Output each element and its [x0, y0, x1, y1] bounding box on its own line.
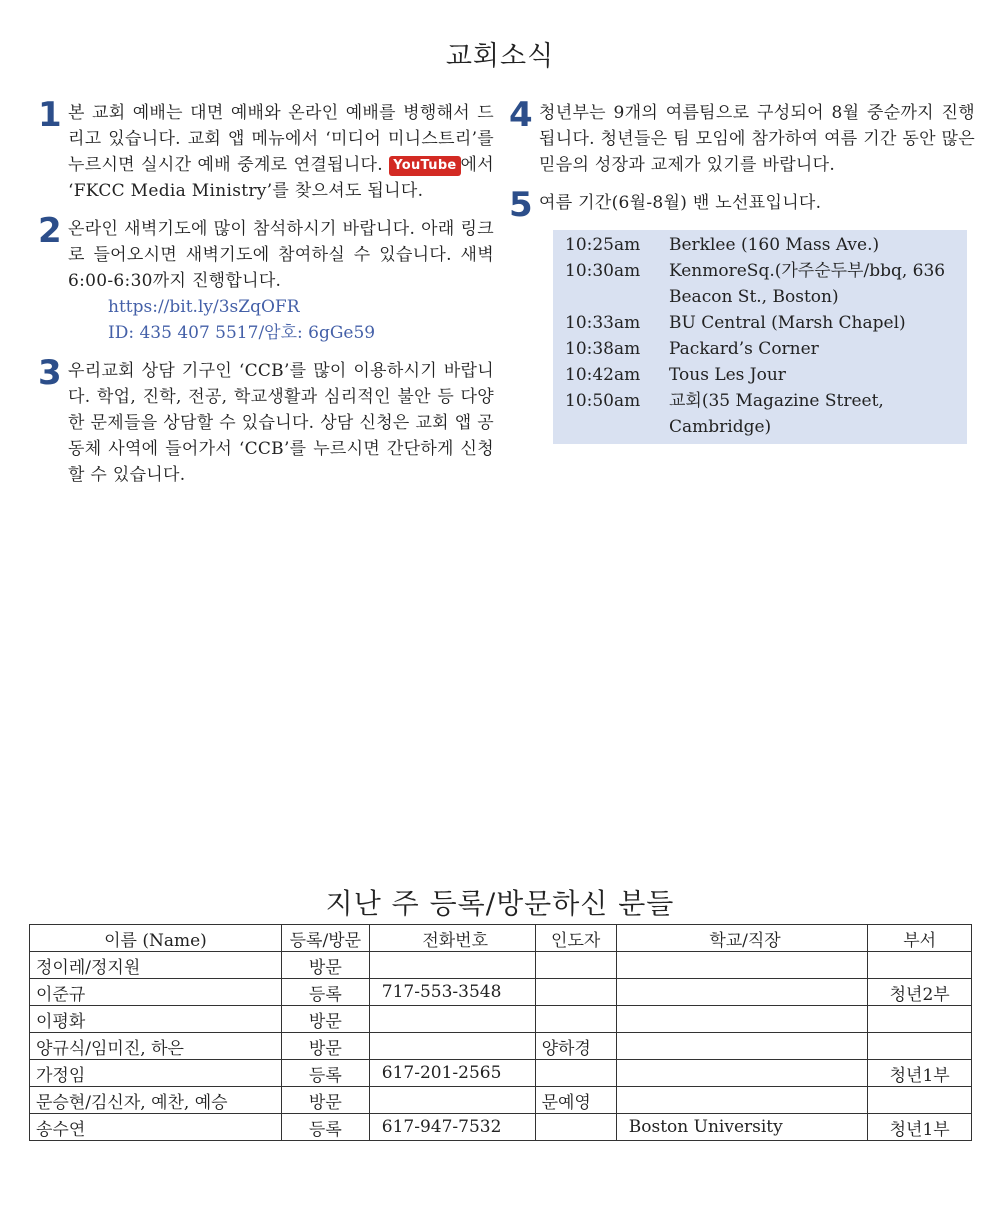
cell-name: 양규식/임미진, 하은 — [30, 1033, 282, 1060]
table-row — [30, 1033, 972, 1060]
visitors-title: 지난 주 등록/방문하신 분들 — [325, 887, 675, 920]
cell-status: 방문 — [281, 1006, 369, 1033]
cell-status: 등록 — [281, 1114, 369, 1141]
cell-department: 청년2부 — [868, 979, 972, 1006]
news-item — [38, 353, 494, 488]
page-title: 교회소식 — [445, 41, 555, 72]
cell-status: 방문 — [281, 952, 369, 979]
item-number: 5 — [509, 185, 533, 225]
cell-phone: 617-201-2565 — [369, 1060, 535, 1087]
cell-guide: 문예영 — [535, 1087, 616, 1114]
cell-department — [868, 1006, 972, 1033]
news-column-right — [509, 95, 975, 444]
item-number: 2 — [38, 211, 62, 251]
prayer-link[interactable]: https://bit.ly/3sZqOFR — [108, 297, 300, 317]
news-item — [38, 211, 494, 346]
route-time: 10:38am — [565, 339, 641, 359]
item-text: 여름 기간(6월-8월) 밴 노선표입니다. — [539, 193, 822, 213]
item-text: 우리교회 상담 기구인 ‘CCB’를 많이 이용하시기 바랍니다. 학업, 진학, 전공, 학교생활과 심리적인 불안 등 다양한 문제들을 상담할 수 있습니다. 상담 신청은 교회 앱 공동체 사역에 들어가서 ‘CCB’를 누르시면 간단하게 신청할 수 있습니다. — [68, 361, 494, 485]
route-place: Tous Les Jour — [669, 365, 786, 385]
cell-school — [616, 1087, 868, 1114]
news-item — [509, 185, 975, 225]
cell-department: 청년1부 — [868, 1114, 972, 1141]
cell-name: 이평화 — [30, 1006, 282, 1033]
cell-department — [868, 952, 972, 979]
news-item — [38, 95, 494, 204]
cell-school — [616, 1060, 868, 1087]
table-row — [30, 1060, 972, 1087]
route-time: 10:25am — [565, 235, 641, 255]
cell-department — [868, 1033, 972, 1060]
cell-department — [868, 1087, 972, 1114]
cell-school — [616, 979, 868, 1006]
route-row — [565, 258, 967, 310]
cell-phone: 717-553-3548 — [369, 979, 535, 1006]
route-time: 10:50am — [565, 391, 641, 411]
cell-school — [616, 1033, 868, 1060]
route-place: Packard’s Corner — [669, 339, 819, 359]
cell-status: 방문 — [281, 1033, 369, 1060]
table-row — [30, 979, 972, 1006]
cell-status: 등록 — [281, 979, 369, 1006]
cell-phone — [369, 1006, 535, 1033]
cell-guide — [535, 979, 616, 1006]
cell-phone — [369, 952, 535, 979]
cell-phone: 617-947-7532 — [369, 1114, 535, 1141]
cell-name: 가정임 — [30, 1060, 282, 1087]
youtube-icon: YouTube — [389, 156, 460, 176]
news-column-left — [38, 95, 494, 500]
route-time: 10:33am — [565, 313, 641, 333]
route-place: BU Central (Marsh Chapel) — [669, 313, 906, 333]
route-row — [565, 336, 967, 362]
table-row — [30, 1114, 972, 1141]
header-status: 등록/방문 — [281, 925, 369, 952]
item-number: 1 — [38, 95, 62, 135]
route-place: KenmoreSq.(가주순두부/bbq, 636 Beacon St., Boston) — [669, 261, 946, 307]
route-row — [565, 388, 967, 440]
visitors-table — [29, 924, 972, 1141]
item-text: 온라인 새벽기도에 많이 참석하시기 바랍니다. 아래 링크로 들어오시면 새벽기도에 참여하실 수 있습니다. 새벽 6:00-6:30까지 진행합니다. — [68, 219, 494, 291]
cell-school — [616, 1006, 868, 1033]
table-row — [30, 1087, 972, 1114]
cell-guide — [535, 1114, 616, 1141]
cell-guide — [535, 952, 616, 979]
item-text-part: 본 교회 예배는 대면 예배와 온라인 예배를 병행해서 드리고 있습니다. 교회 앱 메뉴에서 ‘미디어 미니스트리’를 누르시면 실시간 예배 중계로 연결됩니다. — [68, 103, 494, 175]
cell-name: 정이레/정지원 — [30, 952, 282, 979]
cell-status: 등록 — [281, 1060, 369, 1087]
item-text-part: 에서 ‘FKCC Media Ministry’를 찾으셔도 됩니다. — [68, 155, 494, 201]
cell-guide: 양하경 — [535, 1033, 616, 1060]
cell-guide — [535, 1060, 616, 1087]
header-department: 부서 — [868, 925, 972, 952]
route-time: 10:42am — [565, 365, 641, 385]
cell-name: 이준규 — [30, 979, 282, 1006]
item-number: 4 — [509, 95, 533, 135]
meeting-id: ID: 435 407 5517/암호: 6gGe59 — [108, 323, 376, 343]
route-time: 10:30am — [565, 261, 641, 281]
route-row — [565, 362, 967, 388]
header-guide: 인도자 — [535, 925, 616, 952]
cell-department: 청년1부 — [868, 1060, 972, 1087]
table-row — [30, 1006, 972, 1033]
cell-school: Boston University — [616, 1114, 868, 1141]
route-place: 교회(35 Magazine Street, Cambridge) — [669, 391, 884, 437]
header-school: 학교/직장 — [616, 925, 868, 952]
item-number: 3 — [38, 353, 62, 393]
cell-school — [616, 952, 868, 979]
cell-guide — [535, 1006, 616, 1033]
item-text: 청년부는 9개의 여름팀으로 구성되어 8월 중순까지 진행됩니다. 청년들은 팀 모임에 참가하여 여름 기간 동안 많은 믿음의 성장과 교제가 있기를 바랍니다. — [539, 103, 975, 175]
route-row — [565, 232, 967, 258]
table-row — [30, 952, 972, 979]
cell-name: 문승현/김신자, 예찬, 예승 — [30, 1087, 282, 1114]
header-name: 이름 (Name) — [30, 925, 282, 952]
cell-phone — [369, 1033, 535, 1060]
table-header-row — [30, 925, 972, 952]
van-route-table — [553, 230, 967, 444]
header-phone: 전화번호 — [369, 925, 535, 952]
route-row — [565, 310, 967, 336]
cell-status: 방문 — [281, 1087, 369, 1114]
route-place: Berklee (160 Mass Ave.) — [669, 235, 880, 255]
item-text — [68, 100, 494, 204]
cell-phone — [369, 1087, 535, 1114]
news-item — [509, 95, 975, 178]
cell-name: 송수연 — [30, 1114, 282, 1141]
